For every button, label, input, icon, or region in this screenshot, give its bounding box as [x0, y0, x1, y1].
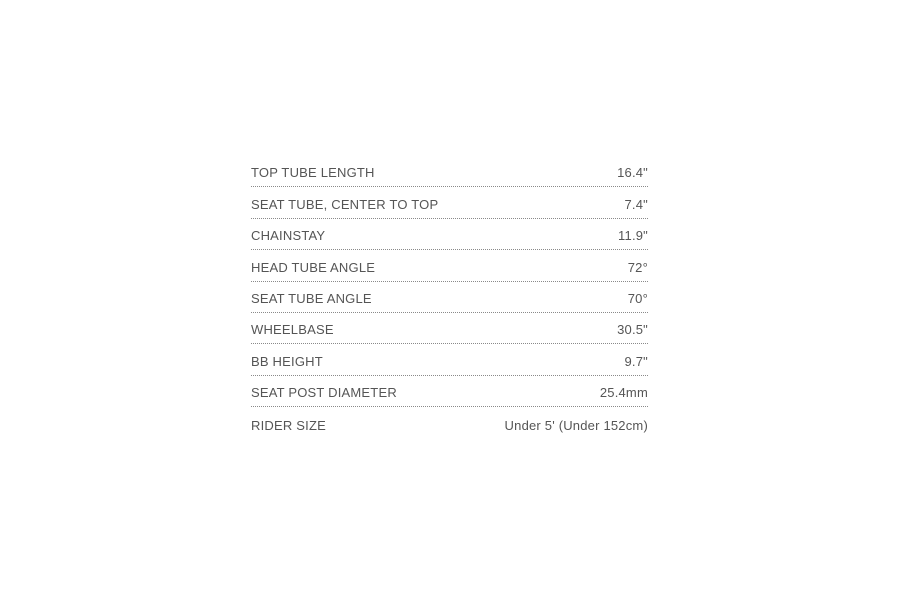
spec-label: HEAD TUBE ANGLE — [251, 259, 376, 275]
spec-value: 11.9" — [618, 228, 648, 244]
spec-label: CHAINSTAY — [251, 228, 326, 244]
geometry-spec-table — [251, 156, 648, 439]
spec-value: 30.5" — [617, 322, 648, 338]
spec-label: SEAT TUBE ANGLE — [251, 290, 372, 306]
spec-label: WHEELBASE — [251, 322, 334, 338]
spec-value: 9.7" — [624, 353, 648, 369]
spec-label: RIDER SIZE — [251, 417, 326, 433]
spec-value: Under 5' (Under 152cm) — [504, 417, 648, 433]
spec-label: SEAT TUBE, CENTER TO TOP — [251, 196, 439, 212]
spec-row-seat-post-diameter — [251, 376, 648, 407]
spec-label: BB HEIGHT — [251, 353, 323, 369]
spec-value: 25.4mm — [599, 385, 648, 401]
spec-row-chainstay — [251, 219, 648, 250]
spec-row-top-tube-length — [251, 156, 648, 187]
spec-row-bb-height — [251, 344, 648, 375]
spec-label: SEAT POST DIAMETER — [251, 385, 397, 401]
spec-row-seat-tube-angle — [251, 282, 648, 313]
spec-row-wheelbase — [251, 313, 648, 344]
spec-value: 16.4" — [617, 165, 648, 181]
spec-label: TOP TUBE LENGTH — [251, 165, 375, 181]
spec-value: 72° — [627, 259, 648, 275]
spec-value: 70° — [627, 290, 648, 306]
spec-row-head-tube-angle — [251, 250, 648, 281]
spec-value: 7.4" — [624, 196, 648, 212]
spec-row-seat-tube — [251, 187, 648, 218]
spec-row-rider-size — [251, 407, 648, 438]
